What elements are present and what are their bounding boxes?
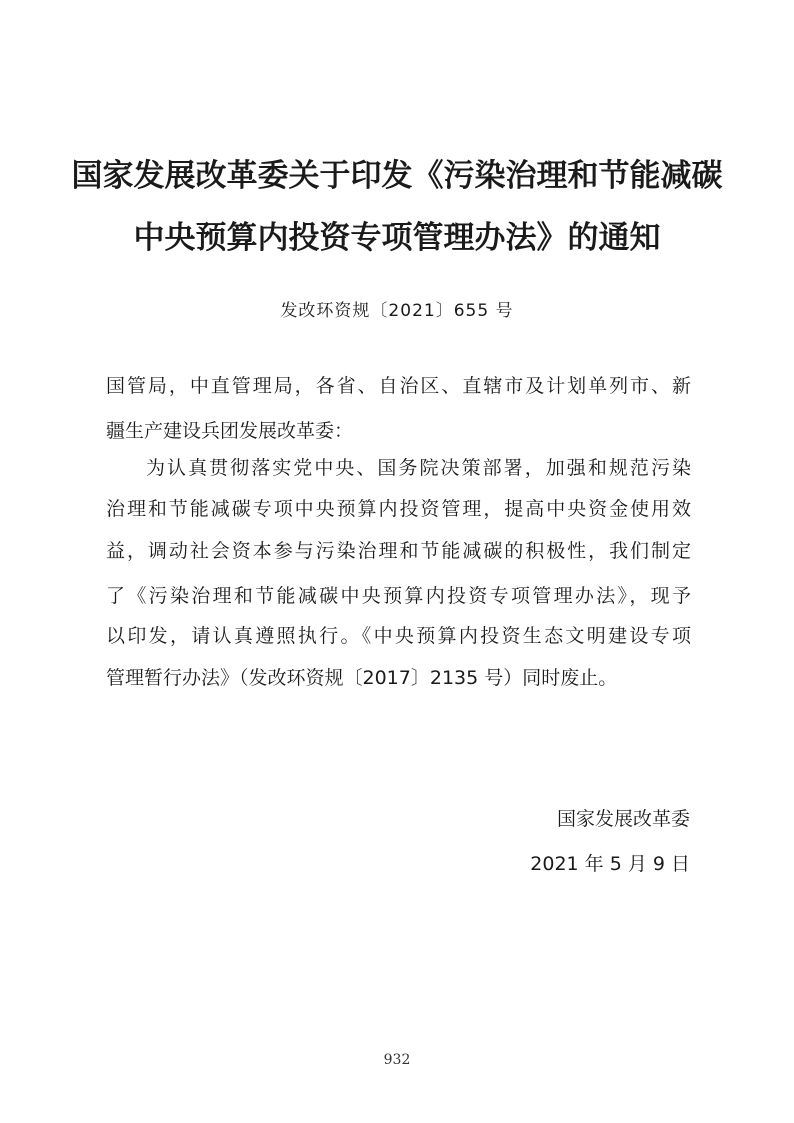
addressee-line-1: 国管局，中直管理局，各省、自治区、直辖市及计划单列市、新 [106, 375, 691, 397]
addressee-line-2: 疆生产建设兵团发展改革委： [106, 420, 354, 442]
signature-date: 2021 年 5 月 9 日 [530, 853, 690, 875]
body-line-6: 管理暂行办法》（发改环资规〔2017〕2135 号）同时废止。 [106, 667, 618, 689]
body-line-1: 为认真贯彻落实党中央、国务院决策部署，加强和规范污染 [146, 457, 691, 479]
body-line-4: 了《污染治理和节能减碳中央预算内投资专项管理办法》，现予 [106, 585, 691, 607]
body-line-5: 以印发，请认真遵照执行。《中央预算内投资生态文明建设专项 [106, 625, 691, 647]
document-title-line-2: 中央预算内投资专项管理办法》的通知 [133, 220, 661, 256]
body-line-3: 益，调动社会资本参与污染治理和节能减碳的积极性，我们制定 [106, 540, 691, 562]
body-line-2: 治理和节能减碳专项中央预算内投资管理，提高中央资金使用效 [106, 498, 691, 520]
signature-organization: 国家发展改革委 [556, 808, 690, 830]
page-number: 932 [383, 1052, 411, 1068]
document-number: 发改环资规〔2021〕655 号 [280, 301, 514, 321]
document-title-line-1: 国家发展改革委关于印发《污染治理和节能减碳 [71, 158, 723, 194]
